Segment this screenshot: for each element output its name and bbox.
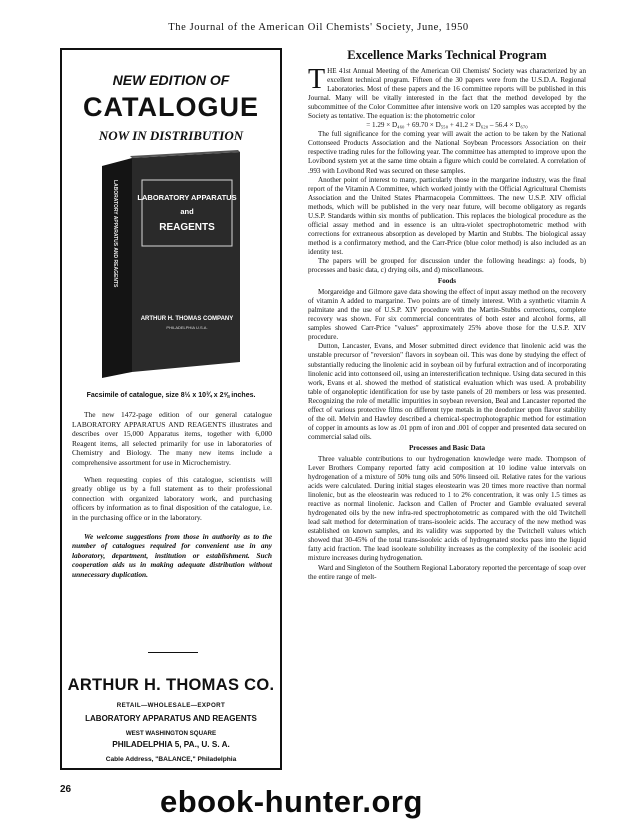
book-cover-title-1: LABORATORY APPARATUS xyxy=(137,193,237,202)
ad-paragraph: When requesting copies of this catalogue, scientists will greatly oblige us by a full statement as to their professional connection with organized laboratory work, and purchasing officers by information as to final disposition of the catalogue, i.e. in the purchasing office or in the laboratory. xyxy=(72,474,272,522)
page-number: 26 xyxy=(60,784,72,795)
article-paragraph: The full significance for the coming year will await the action to be taken by the National Cottonseed Products Association and the National Soybean Processors Association on their respective trading rules for the following year. The committee has attempted to improve upon the Lovibond system yet at the same time obtain a figure which could be correlated. A correlation of .993 with Lovibond Red was secured on these samples. xyxy=(308,130,586,175)
article-body xyxy=(308,64,586,582)
ad-divider xyxy=(148,652,198,653)
article-paragraph: Three valuable contributions to our hydrogenation knowledge were made. Thompson of Lever Brothers Company reported fatty acid composition at 10 iodine value intervals on hydrogenation of a mixture of 50% tung oils and 50% linseed oil. Relative rates for the various acids were calculated. During initial stages eleostearin was 20 times more reactive than normal linolenic, but as the eleostearin was reduced to 1 to 2% concentration, it was only 1.5 times as reactive as normal linolenic. Jackson and Callen of Procter and Gamble evaluated several hydrogenated oils by the new infra-red spectrophotometric as compared with the old Twitchell lead salt method for determination of trans-isooleic acids. The accuracy of the new method was established on known samples, and its validity was supported by the Twitchell values which showed that 30-45% of the total trans-isooleic acids of hydrogenated stocks pass into the liquid fatty acid fraction. The lead isooleate solubility increases as the complexity of the isooleic acid mixture increases during hydrogenation. xyxy=(308,454,586,563)
book-cover-title-2: and xyxy=(180,207,194,216)
article-paragraph: Dutton, Lancaster, Evans, and Moser submitted direct evidence that linolenic acid was the unstable precursor of "reversion" flavors in soybean oil. This was done by studying the effect of substantially reducing the linolenic acid in soybean oil by furfural extraction and of incorporating linolenic acid into cottonseed oil, using an interesterification technique. Using data secured in this work, Evans et al. showed the method of statistical evaluation which was used. A probability table of organoleptic identification for use by taste panels of 20 members or less was presented. Recognizing the role of metallic impurities in soybean reversion, Beal and Lancaster reported the effect of various protective films on different type metals in the deodorizer upon flavor stability of the oil. Melvin and Hawley described a chemical-spectrophotographic method for estimation of copper in amounts as low as .01 ppm of iron and .001 of copper and presented data secured on commercial salad oils. xyxy=(308,342,586,441)
book-cover-city: PHILADELPHIA U.S.A. xyxy=(166,325,208,330)
article-paragraph: THE 41st Annual Meeting of the American Oil Chemists' Society was characterized by an excellent technical program. Fifteen of the 30 papers were from the U.S.D.A. Regional Laboratories. Most of these papers and the 16 committee reports will be published in this Journal. Many will be vitally interested in the fact that the method developed by the subcommittee of the Color Committee after intensive work on 120 samples was accepted by the Society as tentative. The equation is: the photometric color xyxy=(308,64,586,121)
watermark: ebook-hunter.org xyxy=(160,784,423,819)
ad-headline-new: NEW EDITION OF xyxy=(112,72,230,88)
ad-company-name: ARTHUR H. THOMAS CO. xyxy=(67,676,275,694)
article xyxy=(308,48,586,582)
ad-city: PHILADELPHIA 5, PA., U. S. A. xyxy=(112,740,230,749)
catalogue-book-image xyxy=(102,150,242,380)
dropcap: T xyxy=(308,64,326,95)
article-paragraph: Ward and Singleton of the Southern Regional Laboratory reported the percentage of soap over the entire range of melt- xyxy=(308,563,586,581)
photometric-equation: = 1.29 × D₄₆₀ + 69.70 × D₅₅₀ + 41.2 × D₆₂₀ – 56.4 × D₆₇₀ xyxy=(366,121,528,130)
ad-headline-catalogue: CATALOGUE xyxy=(83,92,259,122)
article-title: Excellence Marks Technical Program xyxy=(347,48,547,62)
book-cover-company: ARTHUR H. THOMAS COMPANY xyxy=(140,316,234,322)
ad-body xyxy=(72,410,272,587)
article-paragraph: Morgareidge and Gilmore gave data showing the effect of input assay method on the recovery of vitamin A added to margarine. Two points are of timely interest. With a synthetic vitamin A palmitate and the use of U.S.P. XIV procedure with the Martin-Stubbs corrections, complete recovery was shown. For six commercial concentrates of both ester and alcohol forms, all samples showed Carr-Price "values" approximately 25% above those for the U.S.P. XIV procedure. xyxy=(308,288,586,342)
book-caption: Facsimile of catalogue, size 8½ x 10¾ x 2⅝ inches. xyxy=(86,392,256,399)
article-paragraph: The papers will be grouped for discussion under the following headings: a) foods, b) processes and basic data, c) drying oils, and d) miscellaneous. xyxy=(308,256,586,275)
ad-street: WEST WASHINGTON SQUARE xyxy=(125,730,217,737)
ad-cable-address: Cable Address, "BALANCE," Philadelphia xyxy=(105,756,237,763)
advertisement xyxy=(60,48,282,770)
running-head: The Journal of the American Oil Chemists' Society, June, 1950 xyxy=(168,22,469,33)
book-cover-title-3: REAGENTS xyxy=(159,222,215,233)
article-paragraph: Another point of interest to many, particularly those in the margarine industry, was the final report of the Vitamin A Committee, which worked jointly with the Official Agricultural Chemists Association and the United States Pharmacopeia Committees. The new U.S.P. XIV official methods, which will be published in the very near future, will become obligatory as regards U.S.P. Standards within six months of publication. This replaces the biological procedure as the official assay method and in essence is an ultra-violet spectrophotometric method with corrections for extraneous absorption as developed by Martin and Stubbs. The biological assay method is a confirmatory method, and the Carr-Price (blue color method) is also included as an identity test. xyxy=(308,175,586,256)
ad-paragraph: The new 1472-page edition of our general catalogue LABORATORY APPARATUS AND REAGENTS illustrates and describes over 15,000 Apparatus items, together with 6,000 Reagent items, all selected primarily for use in laboratories of Chemistry and Biology. The many new items include a comprehensive assortment for use in Microchemistry. xyxy=(72,410,272,467)
ad-tagline: RETAIL—WHOLESALE—EXPORT xyxy=(116,702,226,709)
book-spine-text: LABORATORY APPARATUS AND REAGENTS xyxy=(112,180,118,288)
ad-products: LABORATORY APPARATUS AND REAGENTS xyxy=(85,714,257,723)
ad-welcome-paragraph: We welcome suggestions from those in authority as to the number of catalogues required for convenient use in any laboratory, department, institution or establishment. Such cooperation aids us in making adequate distribution without unnecessary duplication. xyxy=(72,531,272,579)
ad-headline-distribution: NOW IN DISTRIBUTION xyxy=(98,128,244,143)
section-heading-foods: Foods xyxy=(437,277,457,286)
section-heading-processes: Processes and Basic Data xyxy=(408,443,486,452)
